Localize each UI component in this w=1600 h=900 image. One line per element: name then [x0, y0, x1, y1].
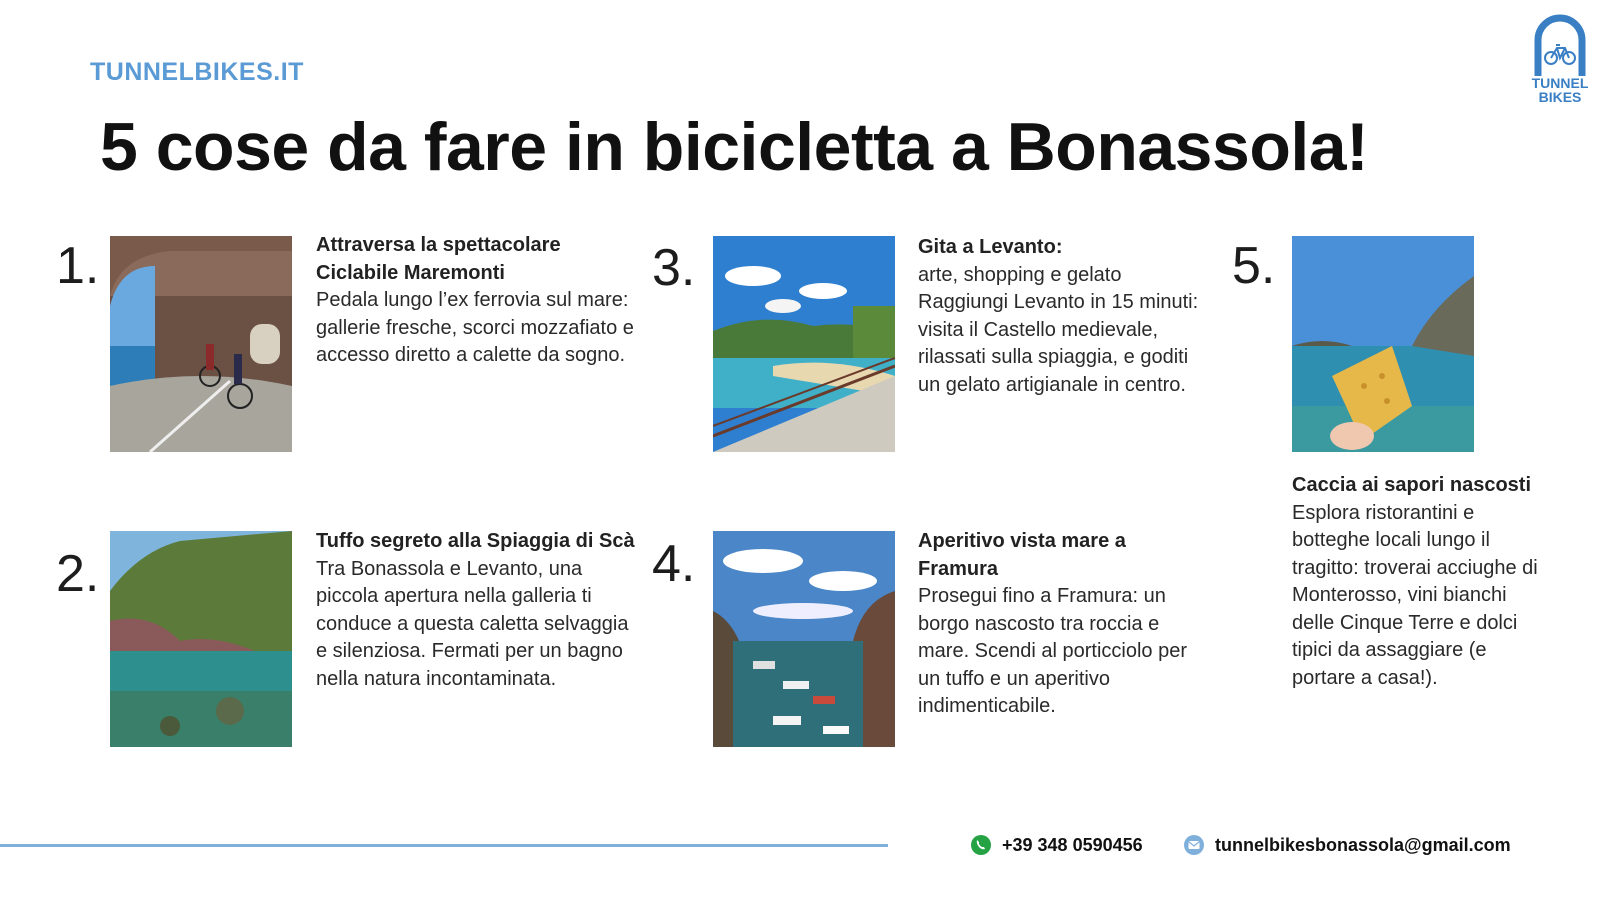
item-text: [316, 232, 636, 370]
whatsapp-icon: [970, 834, 992, 856]
page-title: 5 cose da fare in bicicletta a Bonassola!: [100, 109, 1369, 185]
item-number: 5.: [1232, 237, 1276, 295]
phone-number[interactable]: +39 348 0590456: [1002, 834, 1143, 855]
item-heading: Caccia ai sapori nascosti: [1292, 474, 1532, 496]
levanto-beach-photo: [713, 236, 895, 452]
logo: [1526, 12, 1594, 112]
item-number: 3.: [652, 239, 696, 297]
logo-line-2: BIKES: [1538, 89, 1582, 105]
logo-line-1: TUNNEL: [1531, 75, 1589, 91]
email-address[interactable]: tunnelbikesbonassola@gmail.com: [1215, 834, 1511, 855]
item-body: Prosegui fino a Framura: un borgo nascosto tra roccia e mare. Scendi al porticciolo per un tuffo e un aperitivo indimenticabile.: [918, 585, 1188, 717]
site-name[interactable]: TUNNELBIKES.IT: [90, 58, 304, 86]
mail-icon: [1183, 834, 1205, 856]
item-number: 4.: [652, 535, 696, 593]
footer-divider: [0, 844, 888, 847]
bike-tunnel-logo-icon: [1532, 12, 1588, 76]
item-body: Pedala lungo l’ex ferrovia sul mare: gallerie fresche, scorci mozzafiato e accesso diretto a calette da sogno.: [316, 289, 634, 366]
item-text: [316, 528, 636, 693]
cove-photo: [110, 531, 292, 747]
item-text: [1292, 472, 1542, 692]
item-body: Esplora ristorantini e botteghe locali lungo il tragitto: troverai acciughe di Monterosso, vini bianchi delle Cinque Terre e dolci tipici da assaggiare (e portare a casa!).: [1292, 501, 1538, 689]
item-text: [918, 234, 1208, 399]
focaccia-sea-photo: [1292, 236, 1474, 452]
tunnel-cyclists-photo: [110, 236, 292, 452]
item-heading: Attraversa la spettacolare Ciclabile Maremonti: [316, 234, 561, 284]
item-heading: Aperitivo vista mare a Framura: [918, 530, 1126, 580]
item-subheading: arte, shopping e gelato: [918, 263, 1122, 286]
item-number: 1.: [56, 237, 100, 295]
item-body: Raggiungi Levanto in 15 minuti: visita il Castello medievale, rilassati sulla spiaggia, e goditi un gelato artigianale in centro.: [918, 291, 1199, 396]
item-heading: Gita a Levanto:: [918, 236, 1063, 258]
item-number: 2.: [56, 545, 100, 603]
email-contact[interactable]: [1183, 834, 1511, 856]
item-body: Tra Bonassola e Levanto, una piccola apertura nella galleria ti conduce a questa caletta selvaggia e silenziosa. Fermati per un bagno nella natura incontaminata.: [316, 557, 629, 690]
phone-contact[interactable]: [970, 834, 1143, 856]
item-text: [918, 528, 1208, 721]
harbor-photo: [713, 531, 895, 747]
item-heading: Tuffo segreto alla Spiaggia di Scà: [316, 530, 635, 552]
